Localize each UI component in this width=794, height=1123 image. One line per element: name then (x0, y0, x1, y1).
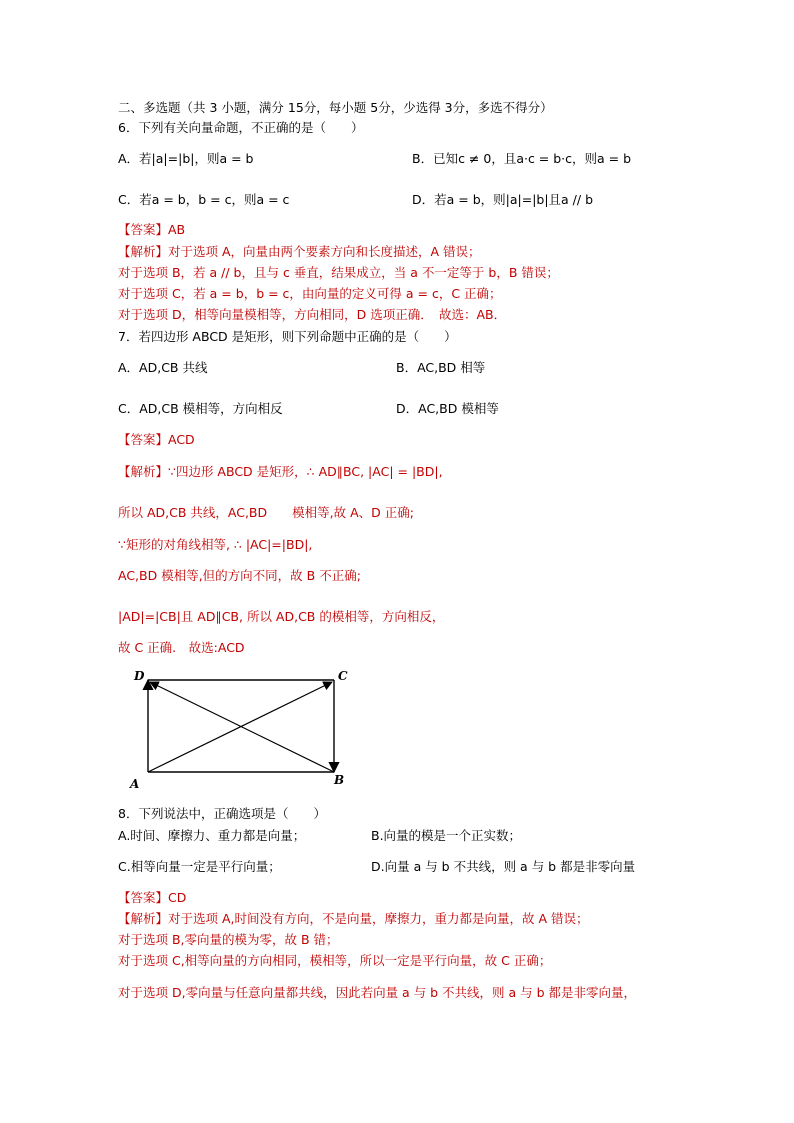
q7-analysis-line-2: 所以 AD,CB 共线，AC,BD 模相等,故 A、D 正确; (118, 505, 414, 520)
q8-analysis-line-4: 对于选项 D,零向量与任意向量都共线，因此若向量 a 与 b 不共线，则 a 与 b 都是非零向量， (118, 985, 637, 1000)
q6-stem: 6．下列有关向量命题，不正确的是（ ） (118, 120, 364, 135)
q6-analysis-line-1: 【解析】对于选项 A，向量由两个要素方向和长度描述，A 错误； (118, 244, 481, 259)
q8-option-b: B.向量的模是一个正实数； (371, 828, 522, 843)
vector-bd (150, 682, 334, 772)
vertex-label-d: D (134, 669, 145, 683)
q7-option-b: B．AC,BD 相等 (396, 360, 486, 375)
q7-analysis-line-4: AC,BD 模相等,但的方向不同，故 B 不正确; (118, 568, 361, 583)
q7-stem: 7．若四边形 ABCD 是矩形，则下列命题中正确的是（ ） (118, 329, 457, 344)
q7-option-d: D．AC,BD 模相等 (396, 401, 499, 416)
q8-stem: 8．下列说法中，正确选项是（ ） (118, 806, 326, 821)
q6-analysis-line-4: 对于选项 D，相等向量模相等，方向相同，D 选项正确． 故选：AB． (118, 307, 507, 322)
q6-analysis-line-3: 对于选项 C，若 a = b，b = c，由向量的定义可得 a = c，C 正确； (118, 286, 502, 301)
q7-analysis-line-3: ∵矩形的对角线相等, ∴ |AC|=|BD|, (118, 537, 313, 552)
q8-analysis-line-2: 对于选项 B,零向量的模为零，故 B 错； (118, 932, 339, 947)
q8-option-c: C.相等向量一定是平行向量； (118, 859, 281, 874)
vector-ac (148, 682, 332, 772)
q7-answer: 【答案】ACD (118, 432, 195, 447)
q8-option-d: D.向量 a 与 b 不共线，则 a 与 b 都是非零向量 (371, 859, 636, 874)
vertex-label-c: C (338, 669, 348, 683)
vertex-label-a: A (130, 777, 140, 791)
q7-analysis-line-5: |AD|=|CB|且 AD∥CB, 所以 AD,CB 的模相等，方向相反， (118, 609, 445, 624)
q7-option-c: C．AD,CB 模相等，方向相反 (118, 401, 283, 416)
q6-option-a: A．若|a|=|b|，则a = b (118, 151, 254, 166)
q7-option-a: A．AD,CB 共线 (118, 360, 208, 375)
section-title: 二、多选题（共 3 小题，满分 15分，每小题 5分，少选得 3分，多选不得分） (118, 100, 553, 115)
q8-option-a: A.时间、摩擦力、重力都是向量； (118, 828, 306, 843)
vertex-label-b: B (334, 773, 345, 787)
q8-analysis-line-3: 对于选项 C,相等向量的方向相同，模相等，所以一定是平行向量，故 C 正确； (118, 953, 552, 968)
q7-analysis-line-6: 故 C 正确. 故选:ACD (118, 640, 245, 655)
rectangle-abcd-figure (128, 668, 358, 793)
q6-option-b: B．已知c ≠ 0，且a·c = b·c，则a = b (412, 151, 632, 166)
q6-analysis-line-2: 对于选项 B，若 a // b，且与 c 垂直，结果成立，当 a 不一定等于 b，B 错误； (118, 265, 559, 280)
q8-answer: 【答案】CD (118, 890, 187, 905)
q8-analysis-line-1: 【解析】对于选项 A,时间没有方向，不是向量，摩擦力，重力都是向量，故 A 错误； (118, 911, 589, 926)
q7-analysis-line-1: 【解析】∵四边形 ABCD 是矩形，∴ AD∥BC, |AC| = |BD|, (118, 464, 443, 479)
q6-option-c: C．若a = b，b = c，则a = c (118, 192, 290, 207)
q6-option-d: D．若a = b，则|a|=|b|且a // b (412, 192, 594, 207)
q6-answer: 【答案】AB (118, 222, 186, 237)
